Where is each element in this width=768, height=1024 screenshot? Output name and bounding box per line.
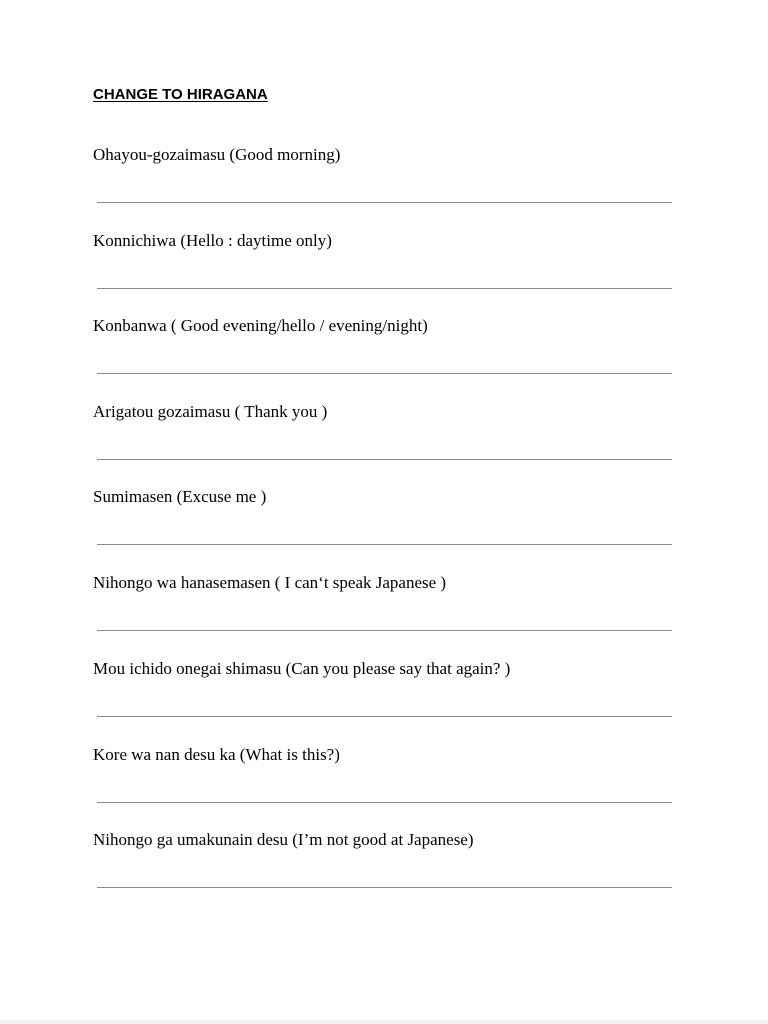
exercise-prompt: Ohayou-gozaimasu (Good morning) — [93, 145, 341, 164]
exercise-prompt: Konnichiwa (Hello : daytime only) — [93, 231, 332, 250]
exercise-item-5 — [93, 487, 673, 547]
answer-line[interactable] — [97, 630, 672, 631]
exercise-prompt: Nihongo ga umakunain desu (I’m not good at Japanese) — [93, 830, 474, 849]
answer-line[interactable] — [97, 459, 672, 460]
exercise-prompt: Sumimasen (Excuse me ) — [93, 487, 267, 506]
exercise-prompt: Konbanwa ( Good evening/hello / evening/night) — [93, 316, 428, 335]
answer-line[interactable] — [97, 544, 672, 545]
exercise-item-3 — [93, 316, 673, 376]
exercise-item-4 — [93, 402, 673, 462]
exercise-item-7 — [93, 659, 673, 719]
answer-line[interactable] — [97, 887, 672, 888]
exercise-prompt: Mou ichido onegai shimasu (Can you please say that again? ) — [93, 659, 511, 678]
exercise-item-9 — [93, 830, 673, 890]
page-title: CHANGE TO HIRAGANA — [93, 86, 268, 103]
exercise-prompt: Arigatou gozaimasu ( Thank you ) — [93, 402, 328, 421]
page-bottom-edge — [0, 1020, 768, 1024]
exercise-item-2 — [93, 231, 673, 291]
answer-line[interactable] — [97, 373, 672, 374]
exercise-item-1 — [93, 145, 673, 205]
answer-line[interactable] — [97, 716, 672, 717]
answer-line[interactable] — [97, 202, 672, 203]
exercise-item-8 — [93, 745, 673, 805]
exercise-item-6 — [93, 573, 673, 633]
answer-line[interactable] — [97, 802, 672, 803]
answer-line[interactable] — [97, 288, 672, 289]
exercise-prompt: Nihongo wa hanasemasen ( I can‘t speak Japanese ) — [93, 573, 447, 592]
exercise-prompt: Kore wa nan desu ka (What is this?) — [93, 745, 340, 764]
